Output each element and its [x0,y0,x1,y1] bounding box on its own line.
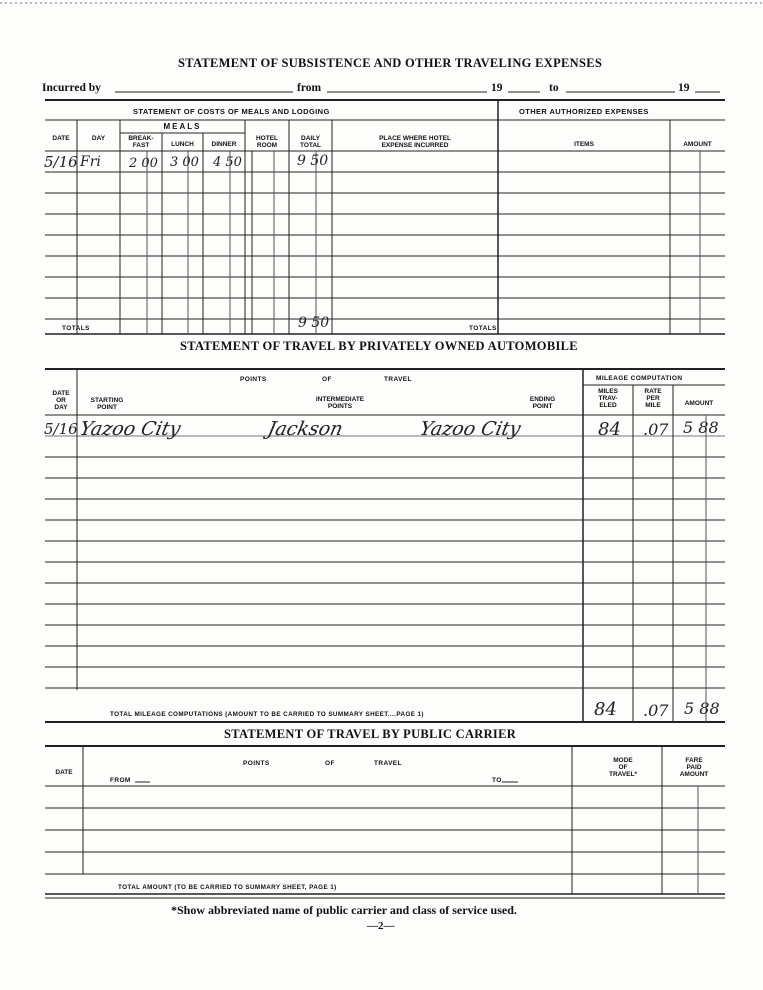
carrier-to-label: TO [492,777,502,784]
carrier-col-fare: FARE PAID AMOUNT [679,757,709,778]
auto-total-miles: 84 [594,699,617,720]
meals-entry-daily-total: 9 50 [297,153,329,169]
auto-col-ending: ENDING POINT [529,396,556,410]
carrier-travel-label: TRAVEL [374,760,402,767]
meals-entry-lunch: 3 00 [170,155,199,170]
to-label: to [549,82,559,94]
auto-entry-rate: .07 [643,420,669,439]
meals-entry-breakfast: 2 00 [129,156,158,171]
meals-col-hotel-room: HOTEL ROOM [255,135,279,149]
auto-total-label: TOTAL MILEAGE COMPUTATIONS (AMOUNT TO BE CARRIED TO SUMMARY SHEET....PAGE 1) [110,711,424,718]
carrier-col-mode: MODE OF TRAVEL* [608,757,638,778]
meals-col-day: DAY [91,135,106,142]
meals-entry-dinner: 4 50 [213,155,242,170]
carrier-section-heading: STATEMENT OF TRAVEL BY PUBLIC CARRIER [224,727,517,741]
auto-col-rate: RATE PER MILE [644,388,662,409]
year-label-1: 19 [491,82,503,94]
auto-col-date: DATE OR DAY [52,390,70,411]
meals-entry-day: Fri [80,154,101,170]
meals-col-meals: MEALS [163,122,202,131]
incurred-by-label: Incurred by [42,82,101,94]
auto-entry-miles: 84 [598,419,621,440]
meals-col-breakfast: BREAK- FAST [128,135,154,149]
mileage-computation-label: MILEAGE COMPUTATION [596,375,683,382]
carrier-col-date: DATE [55,769,73,776]
carrier-of-label: OF [325,760,335,767]
year-label-2: 19 [678,82,690,94]
auto-col-miles: MILES TRAV- ELED [598,388,618,409]
meals-col-daily-total: DAILY TOTAL [299,135,322,149]
meals-col-lunch: LUNCH [171,141,194,148]
footnote: *Show abbreviated name of public carrier and class of service used. [171,903,517,917]
auto-total-amount: 5 88 [684,699,720,718]
meals-totals-label: TOTALS [62,325,90,332]
form-title: STATEMENT OF SUBSISTENCE AND OTHER TRAVELING EXPENSES [178,56,603,70]
meals-entry-date: 5/16 [44,153,78,171]
meals-col-dinner: DINNER [211,141,237,148]
meals-section-heading: STATEMENT OF COSTS OF MEALS AND LODGING [133,107,330,116]
meals-col-place: PLACE WHERE HOTEL EXPENSE INCURRED [379,135,451,149]
carrier-points-label: POINTS [243,760,270,767]
auto-col-amount: AMOUNT [684,400,714,407]
other-col-items: ITEMS [574,141,594,148]
carrier-total-label: TOTAL AMOUNT (TO BE CARRIED TO SUMMARY SHEET, PAGE 1) [118,884,337,891]
auto-total-rate: .07 [643,701,669,720]
auto-entry-ending: Yazoo City [417,418,523,440]
auto-travel-label: TRAVEL [384,376,412,383]
meals-totals-label-right: TOTALS [469,325,497,332]
other-col-amount: AMOUNT [683,141,712,148]
from-label: from [297,82,322,94]
auto-entry-date: 5/16 [44,420,78,438]
auto-entry-amount: 5 88 [683,418,719,437]
other-expenses-heading: OTHER AUTHORIZED EXPENSES [519,107,649,116]
auto-col-intermediate: INTERMEDIATE POINTS [315,396,365,410]
auto-entry-starting: Yazoo City [77,418,183,440]
auto-entry-intermediate: Jackson [265,418,345,440]
carrier-from-label: FROM [110,777,131,784]
auto-section-heading: STATEMENT OF TRAVEL BY PRIVATELY OWNED AUTOMOBILE [180,339,578,353]
auto-points-label: POINTS [240,376,267,383]
auto-col-starting: STARTING POINT [90,397,124,411]
meals-col-date: DATE [52,135,70,142]
page-number: —2— [367,920,395,932]
auto-of-label: OF [322,376,332,383]
meals-total-value: 9 50 [298,315,330,331]
